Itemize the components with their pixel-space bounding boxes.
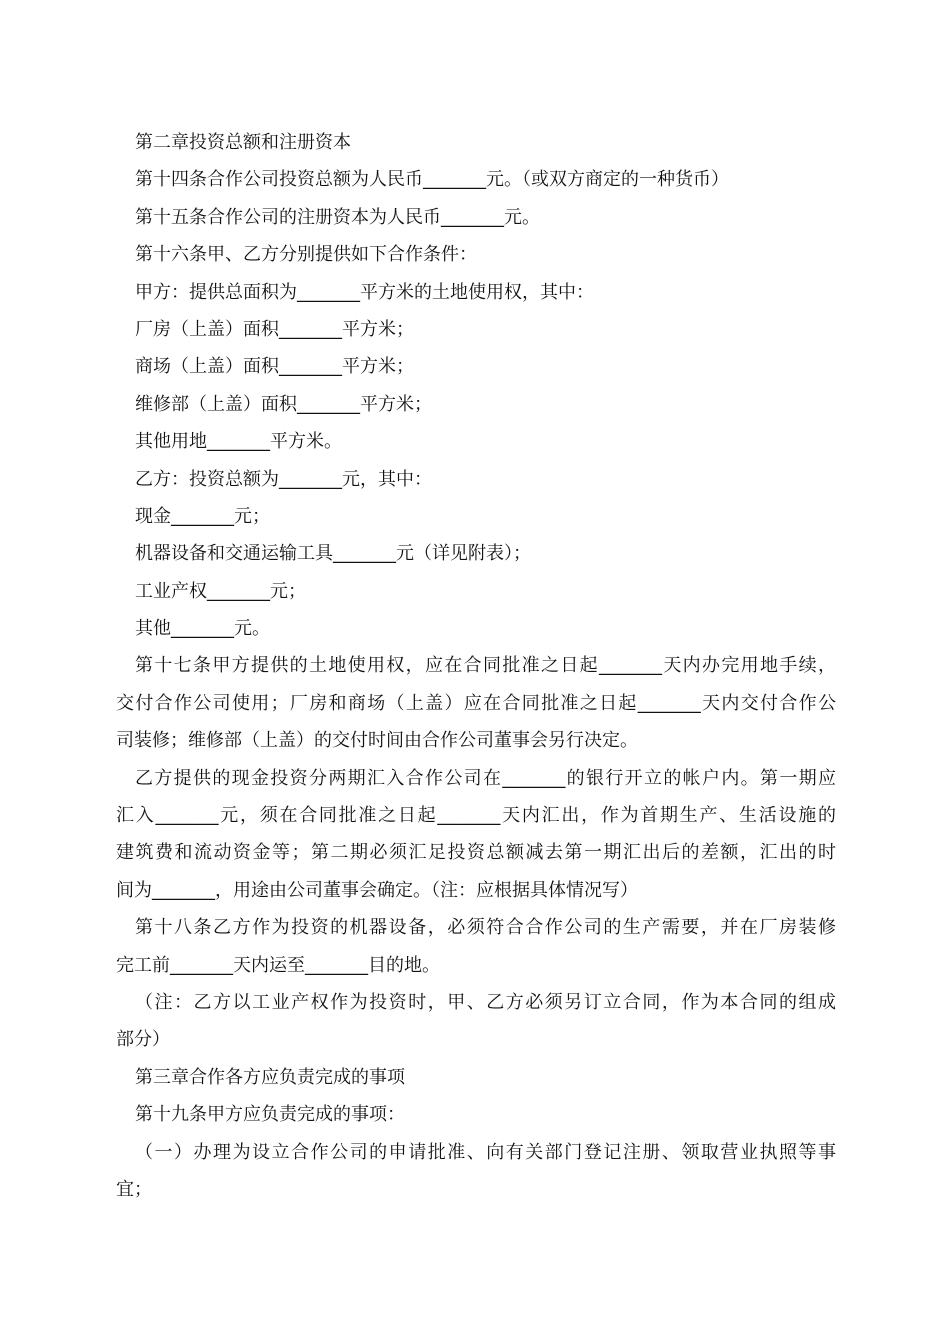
text-line: 第二章投资总额和注册资本 bbox=[135, 132, 351, 153]
text-line: 其他_______元。 bbox=[135, 618, 270, 640]
text-line: 汇入_______元，须在合同批准之日起_______天内汇出，作为首期生产、生活设施的 bbox=[116, 805, 836, 827]
text-line: 机器设备和交通运输工具_______元（详见附表）； bbox=[135, 543, 531, 565]
text-line: 维修部（上盖）面积_______平方米； bbox=[135, 393, 432, 415]
document-body bbox=[116, 124, 836, 1208]
text-line: （注：乙方以工业产权作为投资时，甲、乙方必须另订立合同，作为本合同的组成 bbox=[135, 991, 836, 1013]
text-line: 现金_______元； bbox=[135, 505, 270, 527]
text-line: 厂房（上盖）面积_______平方米； bbox=[135, 318, 414, 340]
text-line: 第三章合作各方应负责完成的事项 bbox=[135, 1066, 405, 1088]
text-line: 商场（上盖）面积_______平方米； bbox=[135, 356, 414, 378]
text-line: 第十四条合作公司投资总额为人民币_______元。（或双方商定的一种货币） bbox=[135, 169, 729, 191]
text-line: 其他用地_______平方米。 bbox=[135, 431, 342, 453]
text-line: 第十六条甲、乙方分别提供如下合作条件： bbox=[135, 244, 477, 266]
text-line: （一）办理为设立合作公司的申请批准、向有关部门登记注册、领取营业执照等事 bbox=[135, 1141, 836, 1163]
text-line: 建筑费和流动资金等；第二期必须汇足投资总额减去第一期汇出后的差额，汇出的时 bbox=[116, 842, 836, 864]
text-line: 第十九条甲方应负责完成的事项： bbox=[135, 1104, 405, 1126]
text-line: 交付合作公司使用；厂房和商场（上盖）应在合同批准之日起_______天内交付合作公 bbox=[116, 692, 836, 714]
text-line: 第十七条甲方提供的土地使用权，应在合同批准之日起_______天内办完用地手续， bbox=[135, 655, 836, 677]
text-line: 第十五条合作公司的注册资本为人民币_______元。 bbox=[135, 206, 540, 228]
text-line: 司装修；维修部（上盖）的交付时间由合作公司董事会另行决定。 bbox=[116, 730, 638, 752]
text-line: 甲方：提供总面积为_______平方米的土地使用权，其中： bbox=[135, 281, 594, 303]
text-line: 部分） bbox=[116, 1029, 170, 1051]
text-line: 工业产权_______元； bbox=[135, 580, 306, 602]
text-line: 第十八条乙方作为投资的机器设备，必须符合合作公司的生产需要，并在厂房装修 bbox=[135, 917, 836, 939]
text-line: 乙方：投资总额为_______元，其中： bbox=[135, 468, 432, 490]
text-line: 乙方提供的现金投资分两期汇入合作公司在_______的银行开立的帐户内。第一期应 bbox=[135, 767, 836, 789]
text-line: 间为_______，用途由公司董事会确定。（注：应根据具体情况写） bbox=[116, 879, 638, 901]
text-line: 宜； bbox=[116, 1178, 152, 1200]
text-line: 完工前_______天内运至_______目的地。 bbox=[116, 954, 440, 976]
